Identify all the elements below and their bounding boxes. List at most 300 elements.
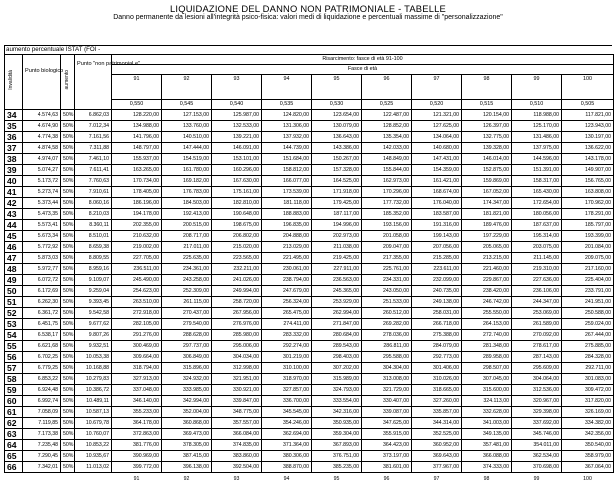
age-header: 93 [212, 75, 262, 100]
value-cell: 271.847,00 [312, 319, 362, 330]
punto-np-cell: 9.677,62 [75, 319, 112, 330]
value-cell: 148.797,00 [112, 143, 162, 154]
punto-biologico-cell: 5.373,44 [23, 198, 61, 209]
aumento-cell: 50% [61, 451, 75, 462]
value-cell: 355.915,00 [362, 429, 412, 440]
value-cell: 250.588,00 [562, 308, 614, 319]
value-cell: 187.117,00 [312, 209, 362, 220]
value-cell: 151.684,00 [262, 154, 312, 165]
value-cell: 185.352,00 [362, 209, 412, 220]
punto-biologico-cell: 4.774,38 [23, 132, 61, 143]
value-cell: 219.310,00 [512, 264, 562, 275]
table-row [5, 264, 614, 275]
age-header: 98 [462, 75, 512, 100]
value-cell: 281.348,00 [462, 341, 512, 352]
age-footer: 96 [362, 473, 412, 484]
value-cell: 307.045,00 [462, 374, 512, 385]
value-cell: 123.943,00 [562, 121, 614, 132]
value-cell: 154.519,00 [162, 154, 212, 165]
value-cell: 130.079,00 [312, 121, 362, 132]
value-cell: 150.267,00 [312, 154, 362, 165]
value-cell: 240.735,00 [412, 286, 462, 297]
value-cell: 372.863,00 [112, 429, 162, 440]
value-cell: 236.563,00 [312, 275, 362, 286]
aumento-header: aumento [61, 55, 75, 110]
value-cell: 333.554,00 [312, 396, 362, 407]
aumento-cell: 50% [61, 385, 75, 396]
value-cell: 243.050,00 [362, 286, 412, 297]
value-cell: 133.760,00 [162, 121, 212, 132]
age-header: 95 [312, 75, 362, 100]
value-cell: 206.802,00 [212, 231, 262, 242]
aumento-cell: 50% [61, 275, 75, 286]
punto-biologico-cell: 4.674,90 [23, 121, 61, 132]
value-cell: 383.860,00 [212, 451, 262, 462]
table-row [5, 286, 614, 297]
invalidity-cell: 57 [5, 363, 23, 374]
invalidity-cell: 47 [5, 253, 23, 264]
punto-np-cell: 7.012,34 [75, 121, 112, 132]
invalidity-cell: 37 [5, 143, 23, 154]
value-cell: 315.989,00 [312, 374, 362, 385]
punto-biologico-cell: 6.262,30 [23, 297, 61, 308]
value-cell: 245.365,00 [312, 286, 362, 297]
punto-np-cell: 8.360,11 [75, 220, 112, 231]
factor-header: 0,505 [562, 100, 614, 110]
table-row [5, 330, 614, 341]
value-cell: 178.405,00 [112, 187, 162, 198]
value-cell: 295.006,00 [212, 341, 262, 352]
invalidity-cell: 61 [5, 407, 23, 418]
value-cell: 254.623,00 [112, 286, 162, 297]
value-cell: 227.911,00 [312, 264, 362, 275]
value-cell: 354.246,00 [262, 418, 312, 429]
value-cell: 185.797,00 [562, 220, 614, 231]
value-cell: 315.600,00 [462, 385, 512, 396]
table-row [5, 451, 614, 462]
value-cell: 357.557,00 [212, 418, 262, 429]
value-cell: 341.003,00 [462, 418, 512, 429]
value-cell: 289.958,00 [462, 352, 512, 363]
table-row [5, 220, 614, 231]
value-cell: 163.265,00 [112, 165, 162, 176]
punto-biologico-cell: 6.451,75 [23, 319, 61, 330]
value-cell: 182.810,00 [212, 198, 262, 209]
value-cell: 180.056,00 [512, 209, 562, 220]
value-cell: 204.888,00 [262, 231, 312, 242]
value-cell: 352.004,00 [162, 407, 212, 418]
footer-spacer [75, 473, 112, 484]
value-cell: 265.475,00 [262, 308, 312, 319]
value-cell: 362.694,00 [262, 429, 312, 440]
value-cell: 213.215,00 [462, 253, 512, 264]
value-cell: 140.510,00 [162, 132, 212, 143]
age-footer: 99 [512, 473, 562, 484]
table-row [5, 297, 614, 308]
age-header: 96 [362, 75, 412, 100]
value-cell: 380.306,00 [262, 451, 312, 462]
age-footer: 93 [212, 473, 262, 484]
value-cell: 310.026,00 [412, 374, 462, 385]
value-cell: 148.849,00 [362, 154, 412, 165]
value-cell: 313.008,00 [362, 374, 412, 385]
value-cell: 118.988,00 [512, 110, 562, 121]
value-cell: 153.101,00 [212, 154, 262, 165]
age-header: 99 [512, 75, 562, 100]
aumento-cell: 50% [61, 231, 75, 242]
punto-biologico-cell: 7.342,01 [23, 462, 61, 473]
value-cell: 342.994,00 [162, 396, 212, 407]
value-cell: 162.973,00 [362, 176, 412, 187]
value-cell: 200.515,00 [162, 220, 212, 231]
value-cell: 333.985,00 [162, 385, 212, 396]
value-cell: 197.229,00 [462, 231, 512, 242]
value-cell: 131.306,00 [262, 121, 312, 132]
aumento-cell: 50% [61, 154, 75, 165]
value-cell: 300.469,00 [112, 341, 162, 352]
value-cell: 241.026,00 [212, 275, 262, 286]
value-cell: 217.011,00 [162, 242, 212, 253]
invalidity-cell: 60 [5, 396, 23, 407]
value-cell: 253.069,00 [512, 308, 562, 319]
value-cell: 342.356,00 [562, 429, 614, 440]
value-cell: 286.811,00 [362, 341, 412, 352]
aumento-cell: 50% [61, 418, 75, 429]
punto-biologico-cell: 7.235,48 [23, 440, 61, 451]
value-cell: 158.812,00 [262, 165, 312, 176]
value-cell: 377.967,00 [412, 462, 462, 473]
value-cell: 267.956,00 [212, 308, 262, 319]
invalidity-cell: 41 [5, 187, 23, 198]
value-cell: 258.031,00 [412, 308, 462, 319]
value-cell: 210.632,00 [112, 231, 162, 242]
value-cell: 213.029,00 [262, 242, 312, 253]
group-header: Risarcimento: fasce di età 91-100 [112, 55, 614, 65]
value-cell: 289.543,00 [312, 341, 362, 352]
factor-header: 0,520 [412, 100, 462, 110]
value-cell: 201.058,00 [362, 231, 412, 242]
value-cell: 202.973,00 [312, 231, 362, 242]
value-cell: 191.316,00 [412, 220, 462, 231]
value-cell: 354.011,00 [512, 440, 562, 451]
value-cell: 246.742,00 [462, 297, 512, 308]
table-row [5, 352, 614, 363]
value-cell: 209.075,00 [562, 253, 614, 264]
punto-np-cell: 10.489,11 [75, 396, 112, 407]
invalidity-cell: 54 [5, 330, 23, 341]
value-cell: 155.844,00 [362, 165, 412, 176]
value-cell: 337.048,00 [112, 385, 162, 396]
table-row [5, 385, 614, 396]
value-cell: 321.951,00 [212, 374, 262, 385]
punto-biologico-cell: 6.779,25 [23, 363, 61, 374]
value-cell: 255.550,00 [462, 308, 512, 319]
value-cell: 347.625,00 [362, 418, 412, 429]
value-cell: 355.233,00 [112, 407, 162, 418]
aumento-cell: 50% [61, 440, 75, 451]
value-cell: 234.361,00 [162, 264, 212, 275]
punto-np-cell: 7.910,61 [75, 187, 112, 198]
value-cell: 179.425,00 [312, 198, 362, 209]
value-cell: 373.197,00 [362, 451, 412, 462]
punto-np-cell: 8.060,16 [75, 198, 112, 209]
value-cell: 167.052,00 [462, 187, 512, 198]
value-cell: 275.885,00 [562, 341, 614, 352]
value-cell: 249.994,00 [212, 286, 262, 297]
value-cell: 253.929,00 [312, 297, 362, 308]
banner-rule [124, 45, 612, 46]
value-cell: 167.630,00 [212, 176, 262, 187]
punto-biologico-cell: 6.072,72 [23, 275, 61, 286]
value-cell: 141.796,00 [112, 132, 162, 143]
value-cell: 318.970,00 [262, 374, 312, 385]
value-cell: 144.596,00 [512, 154, 562, 165]
value-cell: 163.808,00 [562, 187, 614, 198]
value-cell: 217.160,00 [562, 264, 614, 275]
factor-header: 0,530 [312, 100, 362, 110]
value-cell: 215.020,00 [212, 242, 262, 253]
punto-biologico-cell: 5.273,74 [23, 187, 61, 198]
value-cell: 223.565,00 [212, 253, 262, 264]
value-cell: 390.969,00 [112, 451, 162, 462]
aumento-cell: 50% [61, 330, 75, 341]
table-row [5, 396, 614, 407]
value-cell: 161.421,00 [412, 176, 462, 187]
age-footer-row [5, 473, 614, 484]
table-row [5, 176, 614, 187]
value-cell: 364.178,00 [112, 418, 162, 429]
aumento-cell: 50% [61, 132, 75, 143]
factor-header: 0,535 [262, 100, 312, 110]
value-cell: 270.092,00 [512, 330, 562, 341]
value-cell: 301.406,00 [412, 363, 462, 374]
value-cell: 285.980,00 [212, 330, 262, 341]
value-cell: 147.444,00 [162, 143, 212, 154]
invalidity-cell: 56 [5, 352, 23, 363]
punto-biologico-cell: 6.621,68 [23, 341, 61, 352]
table-row [5, 110, 614, 121]
value-cell: 280.684,00 [312, 330, 362, 341]
age-header: 94 [262, 75, 312, 100]
value-cell: 324.932,00 [162, 374, 212, 385]
value-cell: 156.765,00 [562, 176, 614, 187]
aumento-cell: 50% [61, 374, 75, 385]
value-cell: 233.791,00 [562, 286, 614, 297]
value-cell: 125.170,00 [512, 121, 562, 132]
punto-np-cell: 9.932,51 [75, 341, 112, 352]
value-cell: 178.291,00 [562, 209, 614, 220]
value-cell: 324.113,00 [462, 396, 512, 407]
table-row [5, 242, 614, 253]
table-row [5, 418, 614, 429]
punto-biologico-cell: 5.673,34 [23, 231, 61, 242]
punto-biologico-cell: 6.853,22 [23, 374, 61, 385]
punto-np-cell: 10.760,07 [75, 429, 112, 440]
aumento-cell: 50% [61, 242, 75, 253]
punto-biologico-cell: 4.574,63 [23, 110, 61, 121]
value-cell: 399.772,00 [112, 462, 162, 473]
value-cell: 366.084,00 [212, 429, 262, 440]
value-cell: 359.304,00 [312, 429, 362, 440]
table-row [5, 132, 614, 143]
punto-np-cell: 8.210,03 [75, 209, 112, 220]
value-cell: 320.967,00 [512, 396, 562, 407]
value-cell: 330.407,00 [362, 396, 412, 407]
aumento-cell: 50% [61, 297, 75, 308]
value-cell: 221.460,00 [462, 264, 512, 275]
value-cell: 146.091,00 [212, 143, 262, 154]
punto-np-cell: 7.611,41 [75, 165, 112, 176]
value-cell: 170.962,00 [562, 198, 614, 209]
table-row [5, 374, 614, 385]
value-cell: 194.996,00 [312, 220, 362, 231]
value-cell: 350.540,00 [562, 440, 614, 451]
factor-header: 0,515 [462, 100, 512, 110]
value-cell: 134.064,00 [412, 132, 462, 143]
value-cell: 193.156,00 [362, 220, 412, 231]
value-cell: 264.153,00 [462, 319, 512, 330]
value-cell: 370.698,00 [512, 462, 562, 473]
value-cell: 137.932,00 [262, 132, 312, 143]
value-cell: 147.431,00 [412, 154, 462, 165]
value-cell: 157.328,00 [312, 165, 362, 176]
punto-biologico-cell: 5.473,35 [23, 209, 61, 220]
aumento-cell: 50% [61, 198, 75, 209]
value-cell: 203.075,00 [512, 242, 562, 253]
value-cell: 164.525,00 [312, 176, 362, 187]
value-cell: 362.534,00 [512, 451, 562, 462]
value-cell: 272.918,00 [112, 308, 162, 319]
age-header: 97 [412, 75, 462, 100]
value-cell: 194.178,00 [112, 209, 162, 220]
punto-np-cell: 10.587,13 [75, 407, 112, 418]
value-cell: 334.382,00 [562, 418, 614, 429]
value-cell: 151.391,00 [512, 165, 562, 176]
value-cell: 304.064,00 [512, 374, 562, 385]
value-cell: 312.998,00 [212, 363, 262, 374]
value-cell: 335.857,00 [412, 407, 462, 418]
age-header: 100 [562, 75, 614, 100]
value-cell: 172.654,00 [512, 198, 562, 209]
footer-spacer [23, 473, 61, 484]
table-row [5, 165, 614, 176]
value-cell: 364.423,00 [362, 440, 412, 451]
invalidity-cell: 46 [5, 242, 23, 253]
value-cell: 211.145,00 [512, 253, 562, 264]
value-cell: 349.135,00 [462, 429, 512, 440]
value-cell: 177.732,00 [362, 198, 412, 209]
value-cell: 207.056,00 [412, 242, 462, 253]
value-cell: 192.413,00 [162, 209, 212, 220]
value-cell: 262.994,00 [312, 308, 362, 319]
aumento-cell: 50% [61, 352, 75, 363]
table-row [5, 440, 614, 451]
value-cell: 132.775,00 [462, 132, 512, 143]
value-cell: 174.347,00 [462, 198, 512, 209]
value-cell: 301.083,00 [562, 374, 614, 385]
table-row [5, 143, 614, 154]
age-footer: 95 [312, 473, 362, 484]
value-cell: 304.034,00 [212, 352, 262, 363]
aumento-cell: 50% [61, 209, 75, 220]
invalidity-cell: 58 [5, 374, 23, 385]
punto-biologico-cell: 5.173,72 [23, 176, 61, 187]
value-cell: 301.219,00 [262, 352, 312, 363]
value-cell: 378.305,00 [162, 440, 212, 451]
value-cell: 244.347,00 [512, 297, 562, 308]
istat-banner: aumento percentuale ISTAT (FOI - [4, 45, 126, 55]
punto-biologico-cell: 6.924,48 [23, 385, 61, 396]
punto-np-cell: 10.386,72 [75, 385, 112, 396]
punto-biologico-cell: 4.974,07 [23, 154, 61, 165]
value-cell: 121.321,00 [412, 110, 462, 121]
value-cell: 344.314,00 [412, 418, 462, 429]
aumento-cell: 50% [61, 165, 75, 176]
age-header: 92 [162, 75, 212, 100]
value-cell: 367.064,00 [562, 462, 614, 473]
page-subtitle: Danno permanente da lesioni all'integrità psico-fisica: valori medi di liquidazione e percentuali massime di "personalizzazione" [0, 14, 616, 21]
value-cell: 201.084,00 [562, 242, 614, 253]
fasce-header: Fasce di età [112, 65, 614, 75]
value-cell: 315.896,00 [162, 363, 212, 374]
punto-np-cell: 10.853,22 [75, 440, 112, 451]
value-cell: 295.588,00 [362, 352, 412, 363]
punto-np-cell: 8.659,38 [75, 242, 112, 253]
value-cell: 136.622,00 [562, 143, 614, 154]
footer-spacer [5, 473, 23, 484]
punto-np-cell: 10.935,67 [75, 451, 112, 462]
value-cell: 152.875,00 [462, 165, 512, 176]
value-cell: 199.143,00 [412, 231, 462, 242]
punto-biologico-cell: 6.538,17 [23, 330, 61, 341]
invalidity-cell: 42 [5, 198, 23, 209]
value-cell: 374.333,00 [462, 462, 512, 473]
value-cell: 135.354,00 [362, 132, 412, 143]
value-cell: 128.852,00 [362, 121, 412, 132]
value-cell: 245.490,00 [112, 275, 162, 286]
table-row [5, 198, 614, 209]
punto-biologico-cell: 7.290,45 [23, 451, 61, 462]
value-cell: 166.077,00 [262, 176, 312, 187]
invalidity-cell: 35 [5, 121, 23, 132]
value-cell: 171.918,00 [312, 187, 362, 198]
aumento-cell: 50% [61, 143, 75, 154]
value-cell: 143.178,00 [562, 154, 614, 165]
value-cell: 292.773,00 [412, 352, 462, 363]
value-cell: 332.628,00 [462, 407, 512, 418]
punto-np-cell: 7.161,56 [75, 132, 112, 143]
aumento-cell: 50% [61, 319, 75, 330]
value-cell: 256.324,00 [262, 297, 312, 308]
aumento-cell: 50% [61, 176, 75, 187]
value-cell: 209.047,00 [362, 242, 412, 253]
value-cell: 130.197,00 [562, 132, 614, 143]
punto-np-cell: 8.809,55 [75, 253, 112, 264]
value-cell: 336.700,00 [262, 396, 312, 407]
value-cell: 352.525,00 [412, 429, 462, 440]
value-cell: 260.512,00 [362, 308, 412, 319]
value-cell: 261.589,00 [512, 319, 562, 330]
value-cell: 125.987,00 [212, 110, 262, 121]
value-cell: 188.883,00 [262, 209, 312, 220]
value-cell: 236.106,00 [512, 286, 562, 297]
value-cell: 388.870,00 [262, 462, 312, 473]
value-cell: 327.260,00 [412, 396, 462, 407]
age-footer: 92 [162, 473, 212, 484]
invalidity-cell: 64 [5, 440, 23, 451]
value-cell: 369.473,00 [162, 429, 212, 440]
value-cell: 175.161,00 [212, 187, 262, 198]
